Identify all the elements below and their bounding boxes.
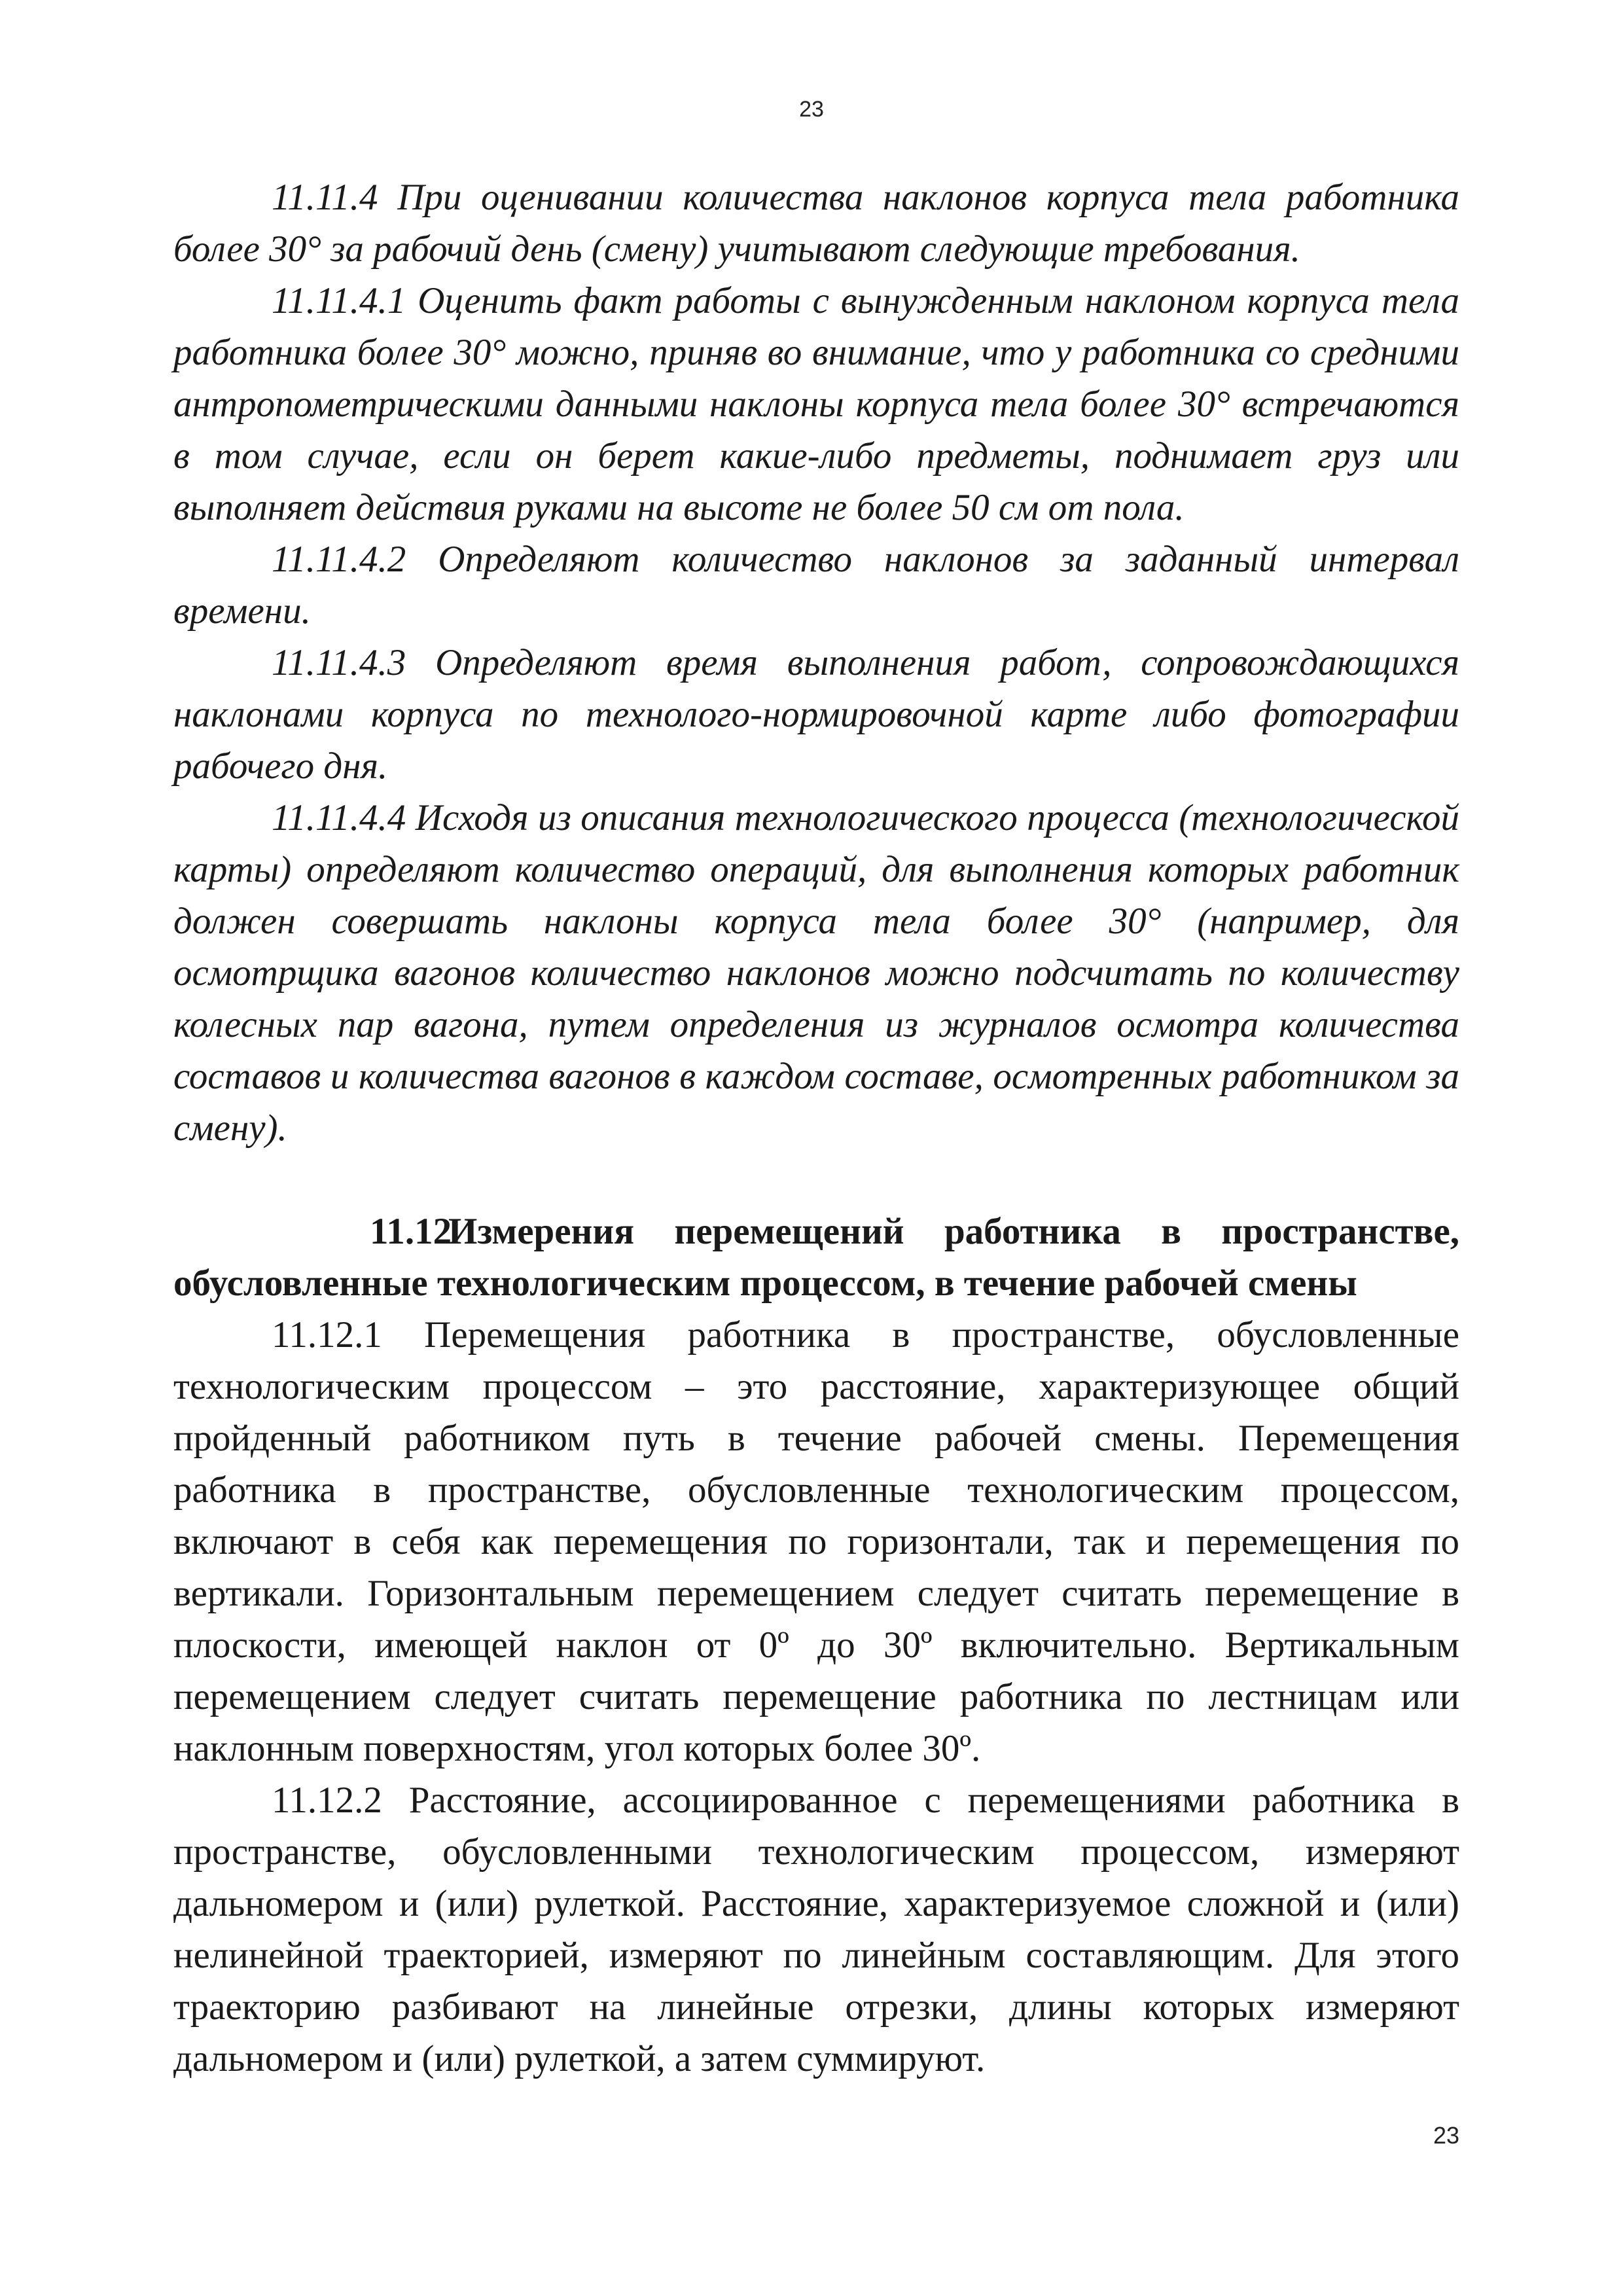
document-body <box>173 171 1459 2085</box>
paragraph-11-11-4-4: 11.11.4.4 Исходя из описания технологического процесса (технологической карты) определяют количество операций, для выполнения которых работник должен совершать наклоны корпуса тела более 30° (например, для осмотрщика вагонов количество наклонов можно подсчитать по количеству колесных пар вагона, путем определения из журналов осмотра количества составов и количества вагонов в каждом составе, осмотренных работником за смену). <box>173 797 1459 1149</box>
regular-section <box>173 1206 1459 2085</box>
section-heading-number: 11.12 <box>370 1211 452 1252</box>
page-number-bottom: 23 <box>1433 2122 1459 2149</box>
paragraph-11-12-2: 11.12.2 Расстояние, ассоциированное с перемещениями работника в пространстве, обусловленными технологическим процессом, измеряют дальномером и (или) рулеткой. Расстояние, характеризуемое сложной и (или) нелинейной траекторией, измеряют по линейным составляющим. Для этого траекторию разбивают на линейные отрезки, длины которых измеряют дальномером и (или) рулеткой, а затем суммируют. <box>173 1780 1459 2079</box>
paragraph-11-11-4-1: 11.11.4.1 Оценить факт работы с вынужденным наклоном корпуса тела работника более 30° можно, приняв во внимание, что у работника со средними антропометрическими данными наклоны корпуса тела более 30° встречаются в том случае, если он берет какие-либо предметы, поднимает груз или выполняет действия руками на высоте не более 50 см от пола. <box>173 280 1459 528</box>
paragraph-11-12-1: 11.12.1 Перемещения работника в пространстве, обусловленные технологическим процессом – это расстояние, характеризующее общий пройденный работником путь в течение рабочей смены. Перемещения работника в пространстве, обусловленные технологическим процессом, включают в себя как перемещения по горизонтали, так и перемещения по вертикали. Горизонтальным перемещением следует считать перемещение в плоскости, имеющей наклон от 0º до 30º включительно. Вертикальным перемещением следует считать перемещение работника по лестницам или наклонным поверхностям, угол которых более 30º. <box>173 1314 1459 1769</box>
section-heading-title: Измерения перемещений работника в пространстве, обусловленные технологическим процессом, в течение рабочей смены <box>173 1211 1459 1304</box>
paragraph-11-11-4-3: 11.11.4.3 Определяют время выполнения работ, сопровождающихся наклонами корпуса по технолого-нормировочной карте либо фотографии рабочего дня. <box>173 642 1459 787</box>
italic-section <box>173 171 1459 1154</box>
paragraph-11-11-4-2: 11.11.4.2 Определяют количество наклонов за заданный интервал времени. <box>173 539 1459 632</box>
page-number-top: 23 <box>799 97 824 122</box>
paragraph-11-11-4: 11.11.4 При оценивании количества наклонов корпуса тела работника более 30° за рабочий день (смену) учитывают следующие требования. <box>173 177 1459 270</box>
section-heading-11-12 <box>173 1206 1459 1309</box>
